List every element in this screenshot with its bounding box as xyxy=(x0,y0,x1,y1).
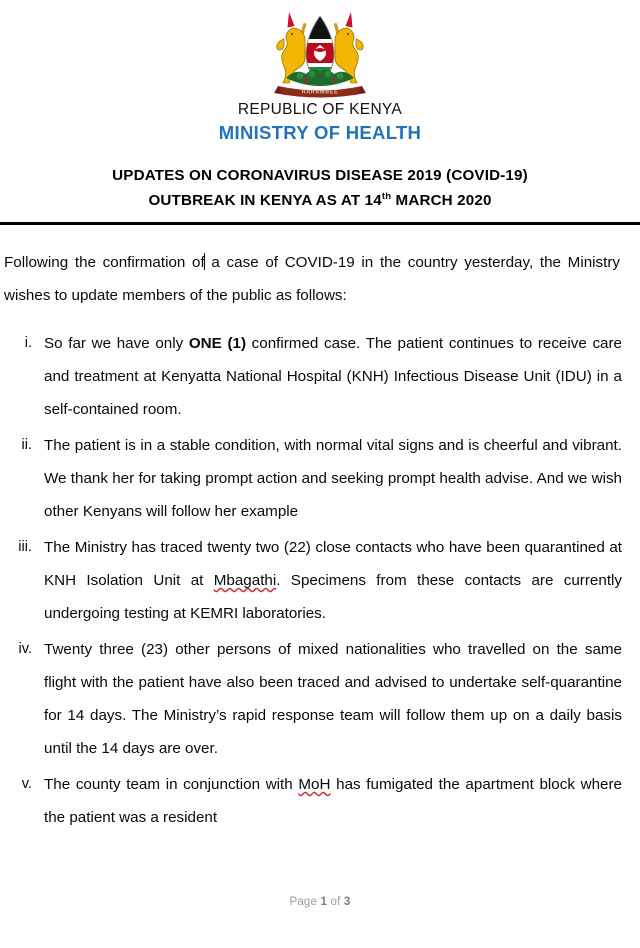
title-line-2 xyxy=(0,188,640,213)
list-item-marker: i. xyxy=(24,335,32,352)
list-item xyxy=(4,768,628,834)
ordinal-suffix: th xyxy=(381,190,392,202)
document-title xyxy=(0,163,640,213)
list-item xyxy=(4,327,628,426)
text-run: The patient is in a stable condition, with normal vital signs and is cheerful and vibrant. We thank her for taking prompt action and seeking prompt health advise. And we wish other Kenyans will follow her example xyxy=(44,437,622,521)
text-run: The Ministry has traced twenty two (22) close contacts who have been quarantined at KNH Isolation Unit at xyxy=(44,539,622,590)
list-item-text xyxy=(44,531,628,630)
harambee-banner xyxy=(274,86,366,98)
svg-text:HARAMBEE: HARAMBEE xyxy=(301,89,339,96)
title-line-1: UPDATES ON CORONAVIRUS DISEASE 2019 (COVID-19) xyxy=(112,167,528,184)
list-item-text xyxy=(44,768,628,834)
text-run: confirmed case. The patient continues to receive care and treatment at Kenyatta National Hospital (KNH) Infectious Disease Unit (IDU) in a self-contained room. xyxy=(44,335,622,419)
coat-of-arms-container xyxy=(0,0,640,100)
footer-page-middle: of xyxy=(327,896,344,908)
lead-paragraph xyxy=(4,246,628,312)
numbered-update-list xyxy=(4,327,628,834)
list-item-text xyxy=(44,327,628,426)
list-item xyxy=(4,429,628,528)
kenya-coat-of-arms-icon xyxy=(256,6,384,102)
header-divider-rule xyxy=(0,222,640,225)
text-run: . Specimens from these contacts are currently undergoing testing at KEMRI laboratories. xyxy=(44,572,623,623)
page-footer xyxy=(0,896,640,908)
republic-of-kenya-heading: REPUBLIC OF KENYA xyxy=(237,101,403,118)
title-line-2-after: MARCH 2020 xyxy=(391,192,492,209)
spellcheck-flagged-word: Mbagathi xyxy=(213,572,277,590)
footer-page-prefix: Page xyxy=(289,896,321,908)
list-item xyxy=(4,531,628,630)
document-body xyxy=(0,246,640,834)
lead-text-before-caret: Following the confirmation of xyxy=(4,254,205,271)
footer-total-pages: 3 xyxy=(343,896,351,908)
ministry-of-health-heading: MINISTRY OF HEALTH xyxy=(218,122,422,143)
emphasis-text: ONE (1) xyxy=(188,335,246,353)
spellcheck-flagged-word: MoH xyxy=(298,776,331,794)
text-run: So far we have only xyxy=(44,335,189,353)
list-item xyxy=(4,633,628,765)
text-run: Twenty three (23) other persons of mixed nationalities who travelled on the same flight with the patient have also been traced and advised to undertake self-quarantine for 14 days. The Ministry’s rapid response team will follow them up on a daily basis until the 14 days are over. xyxy=(44,641,622,758)
list-item-text xyxy=(44,429,628,528)
list-item-marker: ii. xyxy=(21,437,32,454)
list-item-text xyxy=(44,633,628,765)
list-item-marker: v. xyxy=(21,776,32,793)
lead-text-after-caret: a case of COVID-19 in the country yesterday, the Ministry wishes to update members of the public as follows: xyxy=(4,254,620,304)
text-run: The county team in conjunction with xyxy=(44,776,299,794)
footer-current-page: 1 xyxy=(320,896,328,908)
list-item-marker: iv. xyxy=(18,641,32,658)
list-item-marker: iii. xyxy=(18,539,32,556)
text-run: has fumigated the apartment block where the patient was a resident xyxy=(44,776,622,827)
title-line-2-before: OUTBREAK IN KENYA AS AT 14 xyxy=(148,192,382,209)
